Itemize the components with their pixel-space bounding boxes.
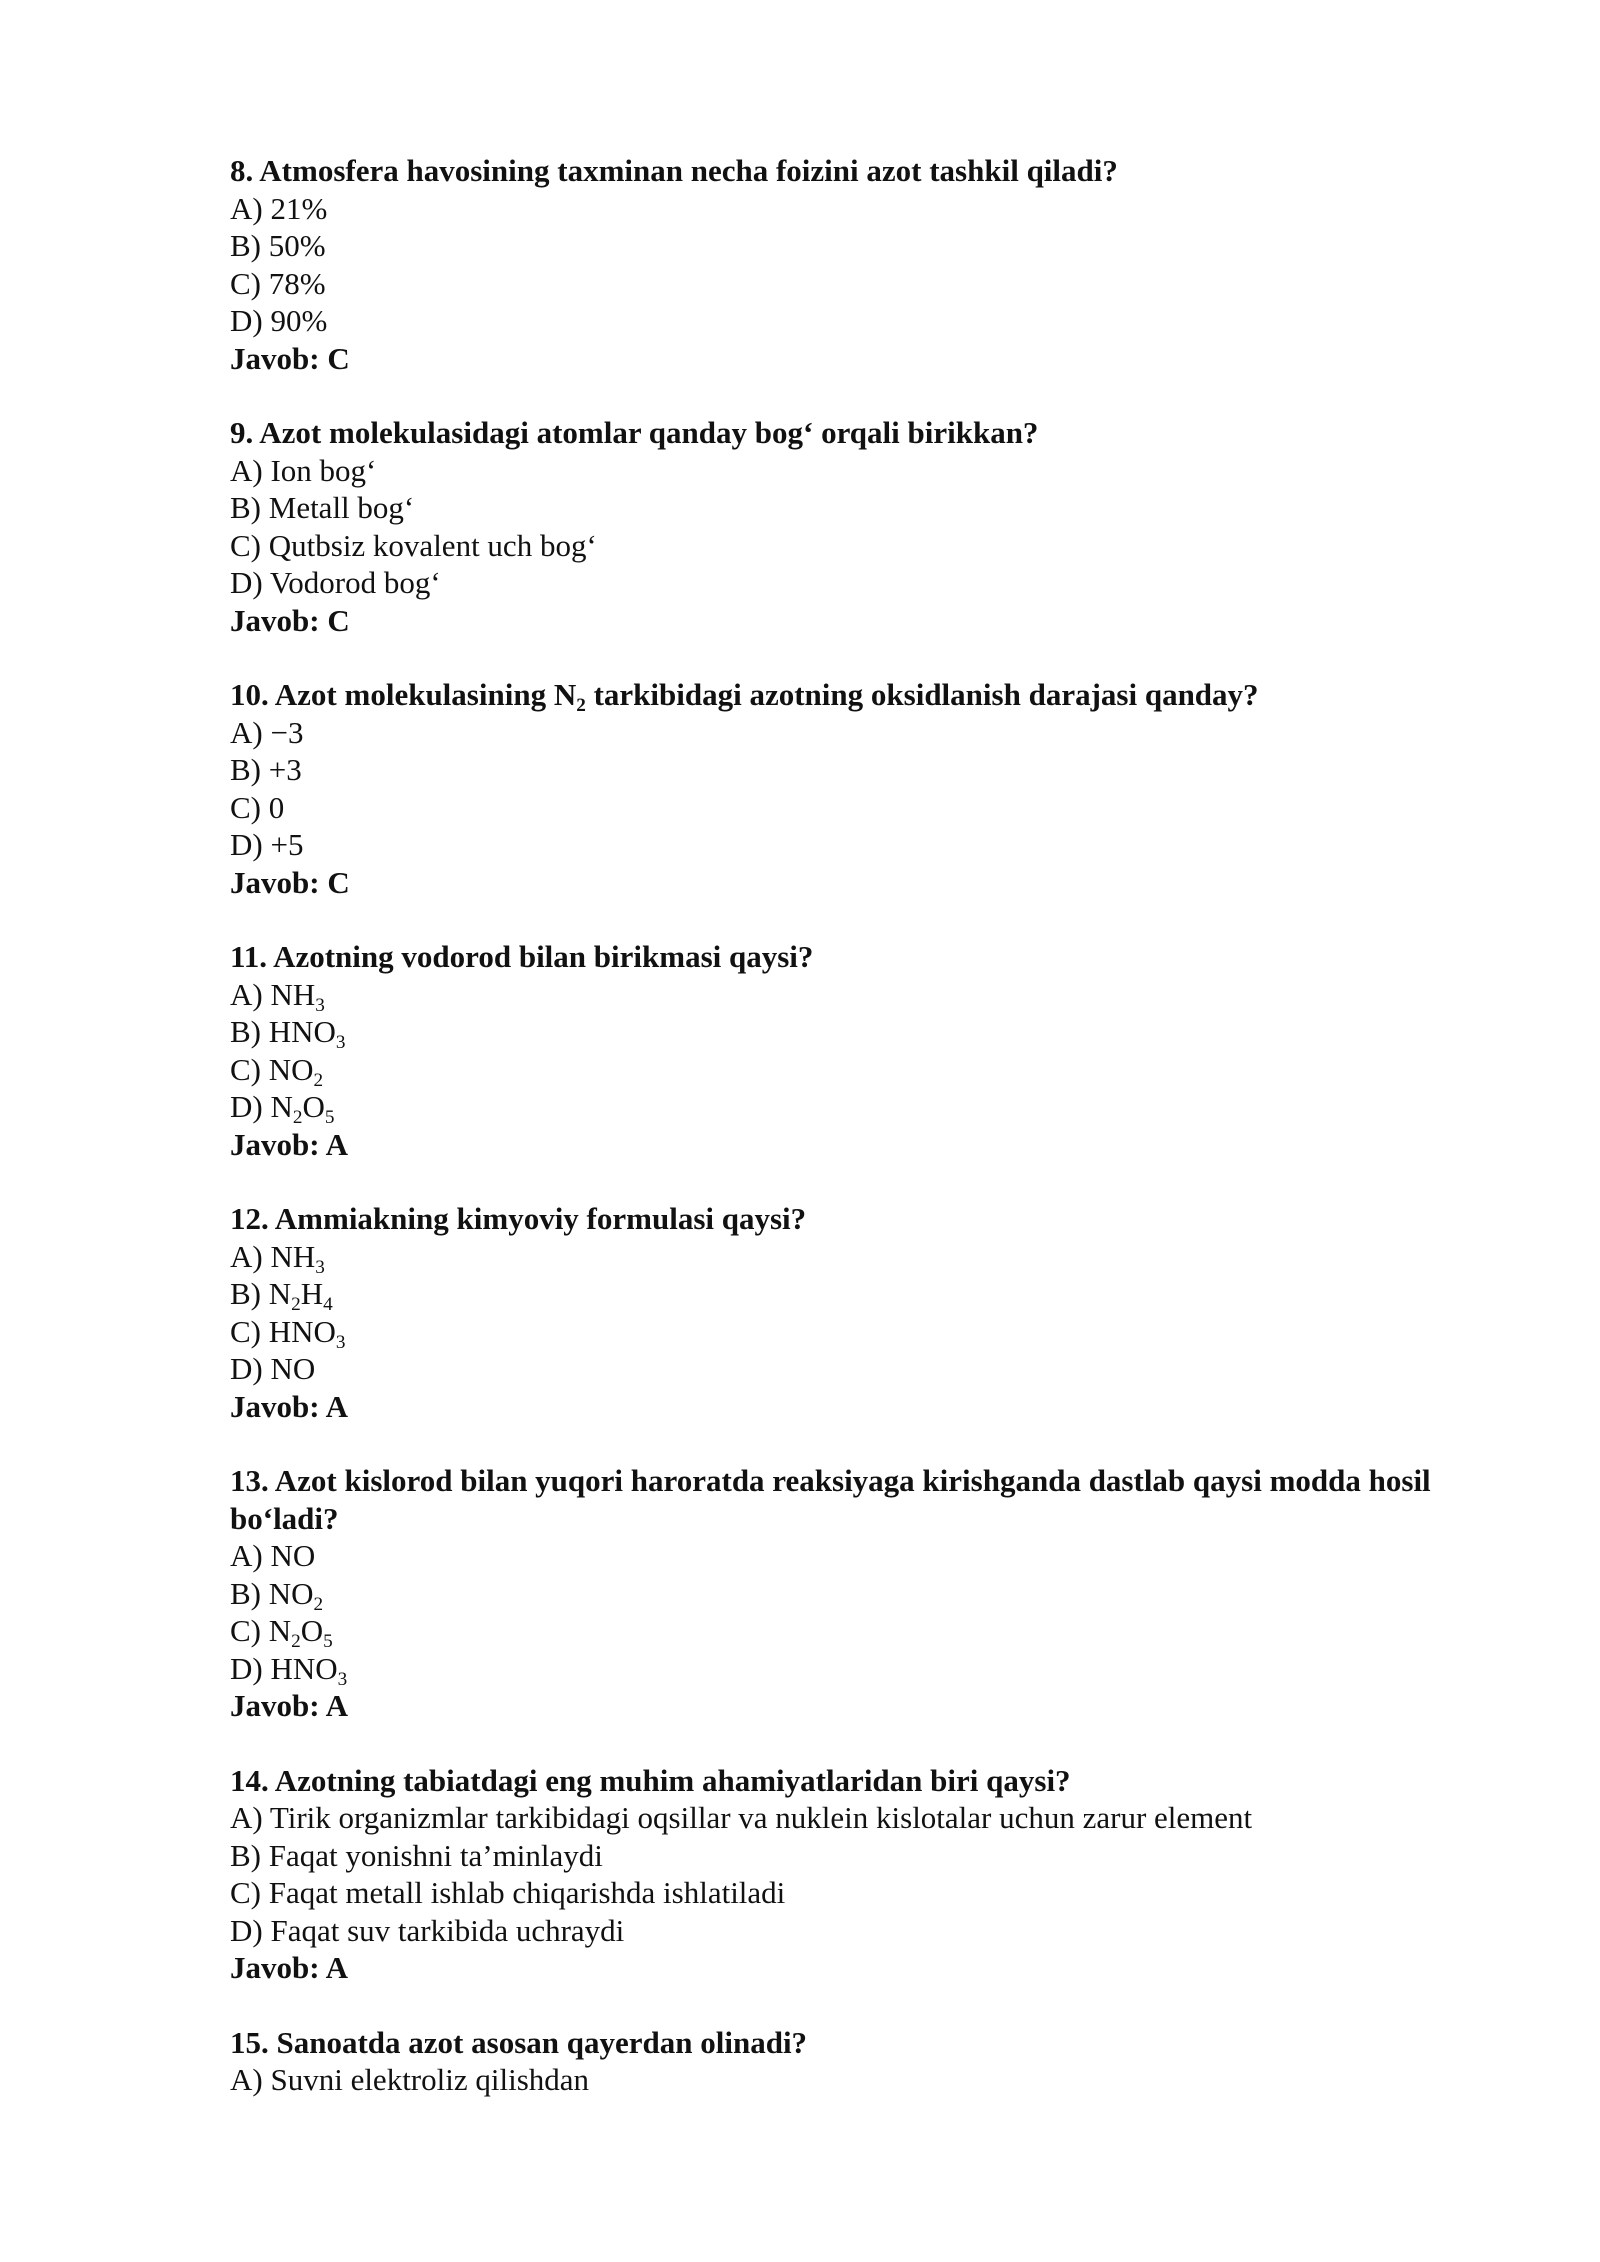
subscript: 2 [291,1631,301,1653]
text-segment: 13. Azot kislorod bilan yuqori haroratda reaksiyaga kirishganda dastlab qaysi modda hosil bo‘ladi? [230,1463,1431,1536]
question-text [230,414,1500,452]
text-segment: D) +5 [230,827,304,862]
text-segment: D) HNO [230,1650,338,1686]
answer-option [230,265,1500,303]
answer-option [230,751,1500,789]
text-segment: 14. Azotning tabiatdagi eng muhim ahamiyatlaridan biri qaysi? [230,1762,1071,1798]
text-segment: O [302,1089,325,1124]
text-segment: D) N [230,1089,293,1124]
question-text [230,1200,1500,1238]
question-text [230,152,1500,190]
text-segment: B) HNO [230,1014,336,1049]
text-segment: D) Vodorod bog‘ [230,565,441,600]
subscript: 2 [291,1294,301,1316]
question-text [230,1462,1500,1537]
text-segment: D) Faqat suv tarkibida uchraydi [230,1912,625,1948]
answer-option [230,1088,1500,1129]
answer-option [230,302,1500,340]
correct-answer: Javob: C [230,340,350,376]
question-block [230,414,1500,639]
subscript: 3 [315,994,325,1016]
text-segment: D) 90% [230,303,328,338]
text-segment: C) NO [230,1051,314,1087]
document-page [230,152,1500,2136]
question-block [230,938,1500,1163]
correct-answer: Javob: A [230,1950,348,1985]
text-segment: C) HNO [230,1313,336,1349]
answer-option [230,1313,1500,1351]
question-block [230,2024,1500,2099]
question-block [230,676,1500,901]
question-block [230,1462,1500,1725]
text-segment: C) Faqat metall ishlab chiqarishda ishlatiladi [230,1875,786,1910]
subscript: 3 [335,1032,346,1054]
question-text [230,1762,1500,1800]
subscript: 2 [292,1107,303,1129]
subscript: 5 [323,1631,333,1653]
text-segment: A) Tirik organizmlar tarkibidagi oqsillar va nuklein kislotalar uchun zarur element [230,1800,1253,1835]
answer-option [230,489,1500,527]
answer-option [230,1650,1500,1688]
question-block [230,1762,1500,1987]
answer-option [230,1013,1500,1054]
text-segment: B) +3 [230,752,302,787]
answer-option [230,227,1500,265]
text-segment: C) Qutbsiz kovalent uch bog‘ [230,527,597,563]
answer-option [230,1350,1500,1388]
text-segment: 9. Azot molekulasidagi atomlar qanday bog‘ orqali birikkan? [230,415,1039,450]
answer-option [230,1837,1500,1875]
text-segment: B) NO [230,1575,314,1611]
text-segment: B) Metall bog‘ [230,490,415,525]
question-text [230,676,1500,717]
subscript: 2 [313,1069,324,1091]
question-text [230,2024,1500,2062]
subscript: 5 [324,1107,335,1129]
text-segment: 8. Atmosfera havosining taxminan necha foizini azot tashkil qiladi? [230,153,1118,188]
text-segment: 10. Azot molekulasining N [230,677,577,712]
answer-option [230,976,1500,1014]
text-segment: 15. Sanoatda azot asosan qayerdan olinadi? [230,2024,808,2060]
subscript: 3 [337,1668,348,1690]
question-block [230,1200,1500,1425]
answer-option [230,789,1500,827]
subscript: 4 [323,1294,333,1316]
answer-option [230,1912,1500,1950]
text-segment: A) Suvni elektroliz qilishdan [230,2062,590,2097]
text-segment: B) Faqat yonishni ta’minlaydi [230,1837,603,1873]
text-segment: B) 50% [230,228,326,263]
text-segment: D) NO [230,1351,316,1386]
answer-option [230,826,1500,864]
answer-option [230,714,1500,752]
answer-option [230,527,1500,565]
subscript: 2 [313,1593,324,1615]
correct-answer: Javob: A [230,1388,348,1424]
subscript: 3 [315,1256,325,1278]
answer-option [230,1575,1500,1613]
subscript: 2 [576,695,586,717]
text-segment: C) 78% [230,265,326,301]
text-segment: A) NH [230,976,316,1012]
text-segment: A) NO [230,1538,316,1573]
answer-option [230,1799,1500,1837]
answer-option [230,190,1500,228]
correct-answer: Javob: A [230,1126,348,1162]
correct-answer: Javob: C [230,602,350,638]
text-segment: B) N [230,1276,292,1311]
text-segment: C) N [230,1613,292,1648]
text-segment: H [300,1276,324,1311]
answer-option [230,1874,1500,1912]
correct-answer: Javob: A [230,1688,348,1723]
text-segment: O [300,1613,324,1648]
answer-option [230,1051,1500,1089]
answer-option [230,1275,1500,1316]
answer-option [230,1612,1500,1653]
text-segment: A) −3 [230,714,304,750]
text-segment: 12. Ammiakning kimyoviy formulasi qaysi? [230,1201,807,1236]
answer-option [230,1537,1500,1575]
text-segment: A) NH [230,1238,316,1274]
subscript: 3 [335,1331,346,1353]
answer-option [230,452,1500,490]
correct-answer: Javob: C [230,864,350,900]
text-segment: 11. Azotning vodorod bilan birikmasi qaysi? [230,939,814,974]
text-segment: A) Ion bog‘ [230,452,377,488]
question-block [230,152,1500,377]
question-text [230,938,1500,976]
answer-option [230,1238,1500,1276]
answer-option [230,564,1500,602]
answer-option [230,2061,1500,2099]
text-segment: tarkibidagi azotning oksidlanish darajasi qanday? [585,677,1259,712]
text-segment: C) 0 [230,789,285,825]
text-segment: A) 21% [230,190,328,226]
